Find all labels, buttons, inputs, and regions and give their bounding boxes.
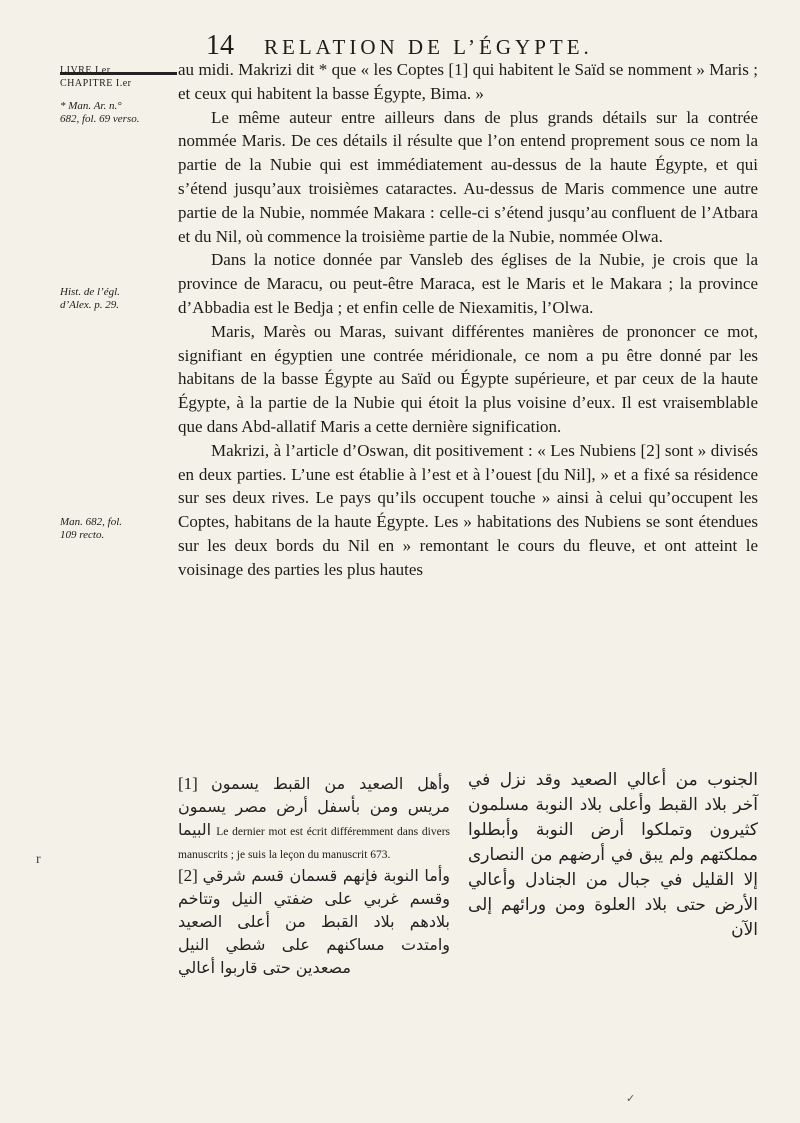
- footnote-1-french: Le dernier mot est écrit différemment dans divers manuscrits ; je suis la leçon du manuscrit 673.: [178, 826, 451, 861]
- margin-ref2-line1: Hist. de l’égl.: [60, 286, 120, 298]
- margin-chapitre: CHAPITRE I.er: [60, 78, 132, 89]
- margin-ref3-line2: 109 recto.: [60, 529, 105, 541]
- paragraph-1: au midi. Makrizi dit * que « les Coptes [1] qui habitent le Saïd se nomment » Maris ; et ceux qui habitent la basse Égypte, Bima. »: [178, 60, 758, 103]
- margin-ref3-line1: Man. 682, fol.: [60, 516, 123, 528]
- footnote-2-arabic: وأما النوبة فإنهم قسمان قسم شرقي وقسم غربي على ضفتي النيل وتتاخم بلادهم بلاد القبط من أعلى الصعيد وامتدت مساكنهم على شطي النيل مصعدين حتى قاربوا أعالي: [178, 866, 451, 977]
- paragraph-4: Maris, Marès ou Maras, suivant différentes manières de prononcer ce mot, signifiant en égyptien une contrée méridionale, ce nom a pu être donné par les habitans de la basse Égypte au Saïd ou Égypte supérieure, et par ceux de la haute Égypte, à la partie de la Nubie qui étoit la plus voisine d’eux. Il est vraisemblable que dans Abd-allatif Maris a cette dernière signification.: [178, 321, 758, 436]
- footnote-2: [178, 864, 450, 979]
- footnote-1-marker: [1]: [178, 774, 198, 793]
- footnote-1: [178, 772, 450, 864]
- paragraph-3: Dans la notice donnée par Vansleb des églises de la Nubie, je crois que la province de Maracu, ou peut-être Maraca, est le Maris et le Makara ; la province d’Abbadia est le Bedja ; et enfin celle de Niexamitis, l’Olwa.: [178, 250, 758, 317]
- margin-ref1-line1: * Man. Ar. n.°: [60, 100, 122, 112]
- corner-mark: r: [36, 852, 41, 867]
- footnotes-right-arabic: الجنوب من أعالي الصعيد وقد نزل في آخر بلاد القبط وأعلى بلاد النوبة مسلمون كثيرون وتملكوا أرض النوبة وأبطلوا مملكتهم ولم يبق في أرضهم من النصارى إلا القليل في جبال من الجنادل وأعالي الأرض حتى بلاد العلوة ومن ورائهم إلى الآن: [468, 770, 758, 940]
- margin-note-livre: [60, 64, 165, 90]
- footer-mark: ✓: [626, 1093, 636, 1105]
- margin-livre: LIVRE I.er: [60, 65, 111, 76]
- footnote-2-marker: [2]: [178, 866, 198, 885]
- margin-note-ref1: [60, 100, 165, 126]
- margin-note-ref3: [60, 516, 165, 542]
- margin-note-ref2: [60, 286, 165, 312]
- paragraph-5: Makrizi, à l’article d’Oswan, dit positivement : « Les Nubiens [2] sont » divisés en deux parties. L’une est établie à l’est et à l’ouest [du Nil], » et a fixé sa résidence sur ses deux rives. Le pays qu’ils occupent touche » ainsi à celui qu’occupent les Coptes, habitans de la haute Égypte. Les » habitations des Nubiens se sont étendues sur les deux bords du Nil en » remontant le cours du fleuve, et ont atteint le voisinage des parties les plus hautes: [178, 440, 758, 579]
- main-text: [178, 58, 758, 582]
- paragraph-2: Le même auteur entre ailleurs dans de plus grands détails sur la contrée nommée Maris. De ces détails il résulte que l’on entend proprement sous ce nom la partie de la Nubie qui est immédiatement au-dessus de la haute Égypte, et qui s’étend jusqu’aux troisièmes cataractes. Au-dessus de Maris commence une autre partie de la Nubie, nommée Makara : celle-ci s’étend jusqu’au confluent de l’Atbara et du Nil, où commence la troisième partie de la Nubie, nommée Olwa.: [178, 107, 758, 246]
- margin-ref1-line2: 682, fol. 69 verso.: [60, 113, 140, 125]
- margin-ref2-line2: d’Alex. p. 29.: [60, 299, 119, 311]
- footnote-1-arabic: وأهل الصعيد من القبط يسمون مريس ومن بأسفل أرض مصر يسمون البيما: [178, 774, 450, 839]
- running-head: RELATION DE L’ÉGYPTE.: [264, 35, 593, 59]
- page-number: 14: [206, 30, 234, 61]
- footnotes-left: [178, 772, 450, 979]
